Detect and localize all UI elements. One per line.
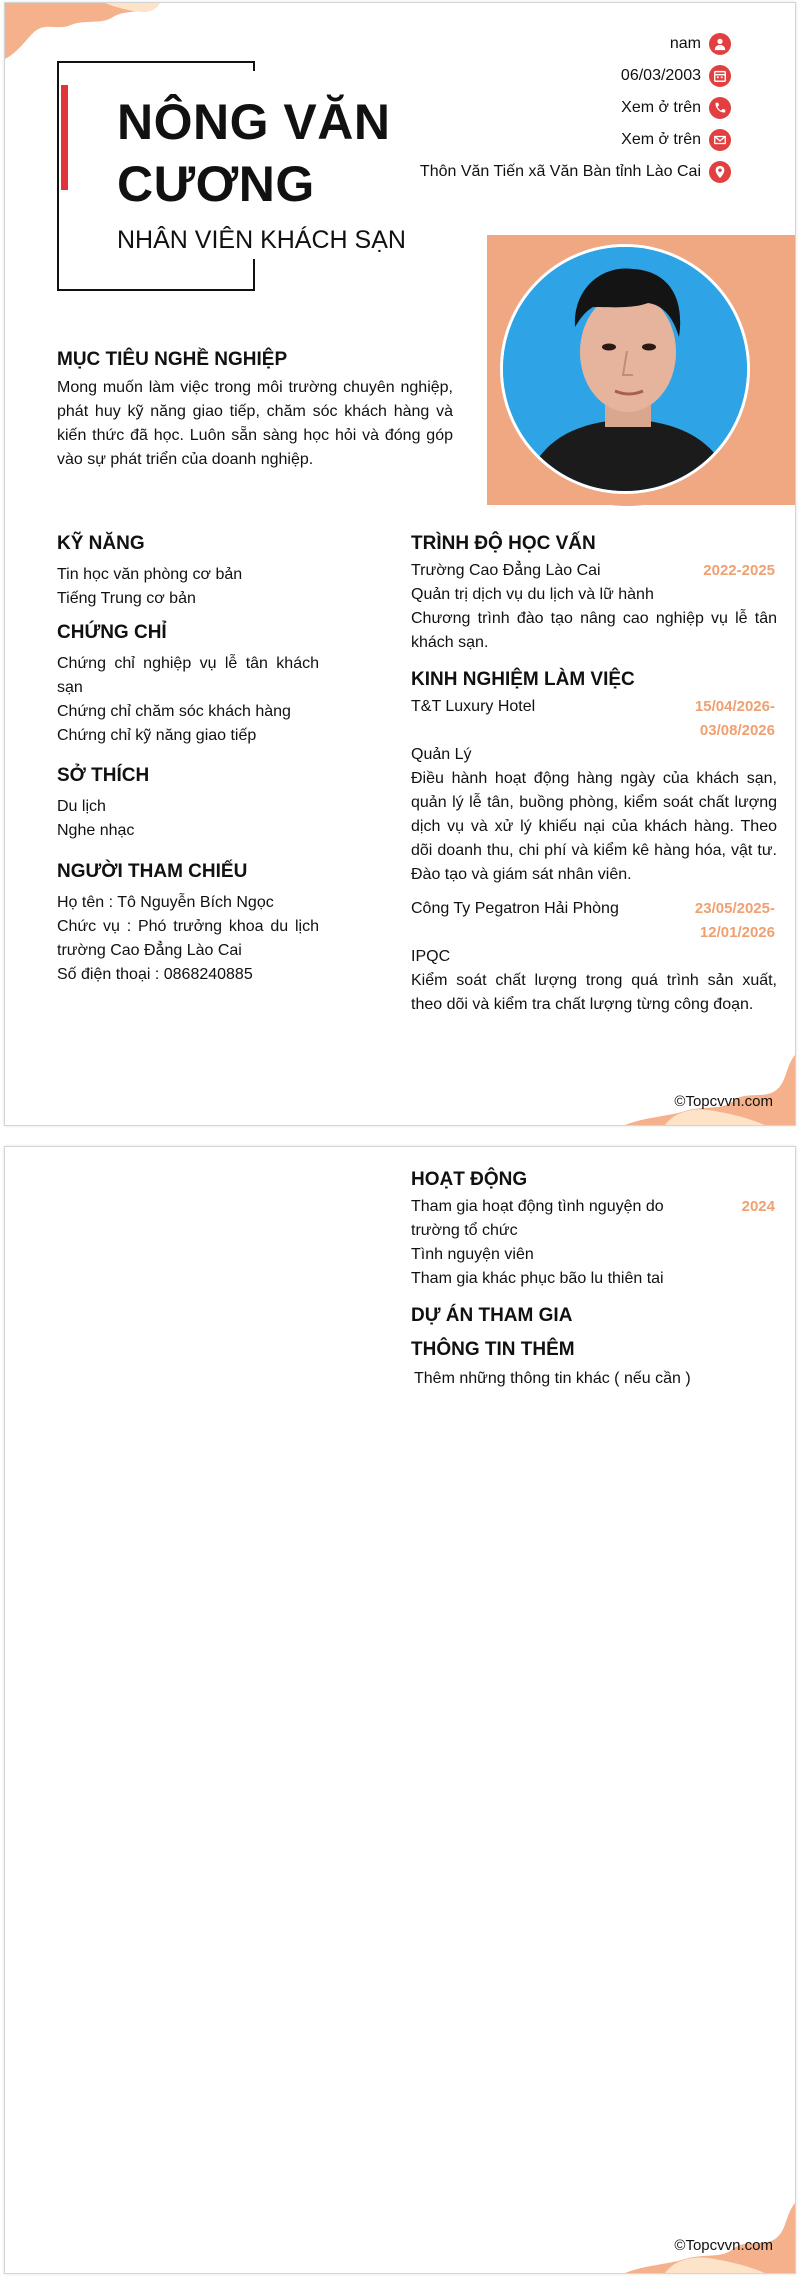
additional-title: THÔNG TIN THÊM bbox=[411, 1339, 575, 1360]
experience-title: KINH NGHIỆM LÀM VIỆC bbox=[411, 669, 635, 690]
education-description: Chương trình đào tạo nâng cao nghiệp vụ lễ tân khách sạn. bbox=[411, 610, 777, 651]
certificate-item: Chứng chỉ chăm sóc khách hàng bbox=[57, 703, 291, 720]
job-company: T&T Luxury Hotel bbox=[411, 698, 536, 715]
contact-address-text: Thôn Văn Tiến xã Văn Bàn tỉnh Lào Cai bbox=[419, 163, 701, 180]
header-frame-right-bottom bbox=[253, 259, 255, 289]
contact-phone-text: Xem ở trên bbox=[621, 99, 701, 116]
cv-page-2 bbox=[4, 1146, 796, 2274]
hobby-item: Nghe nhạc bbox=[57, 822, 135, 839]
footer-brand: ©Topcvvn.com bbox=[674, 1093, 773, 1110]
candidate-name: NÔNG VĂN CƯƠNG bbox=[117, 94, 391, 212]
reference-item: Họ tên : Tô Nguyễn Bích Ngọc bbox=[57, 894, 274, 911]
activities-year: 2024 bbox=[741, 1198, 775, 1215]
education-title: TRÌNH ĐỘ HỌC VẤN bbox=[411, 533, 596, 554]
contact-birthday-text: 06/03/2003 bbox=[620, 67, 701, 84]
activity-item: Tình nguyện viên bbox=[411, 1246, 534, 1263]
education-years: 2022-2025 bbox=[703, 562, 775, 579]
certificate-item: Chứng chỉ kỹ năng giao tiếp bbox=[57, 727, 257, 744]
projects-title: DỰ ÁN THAM GIA bbox=[411, 1305, 573, 1326]
job-company: Công Ty Pegatron Hải Phòng bbox=[411, 900, 619, 917]
job-role: IPQC bbox=[411, 948, 451, 965]
contact-gender-text: nam bbox=[669, 35, 701, 52]
phone-icon bbox=[709, 97, 731, 119]
location-icon bbox=[709, 161, 731, 183]
skill-item: Tiếng Trung cơ bản bbox=[57, 590, 196, 607]
contact-email-text: Xem ở trên bbox=[621, 131, 701, 148]
activities-title: HOẠT ĐỘNG bbox=[411, 1169, 528, 1190]
objective-title: MỤC TIÊU NGHỀ NGHIỆP bbox=[57, 349, 288, 370]
education-major: Quản trị dịch vụ du lịch và lữ hành bbox=[411, 586, 654, 603]
header-frame-left bbox=[57, 61, 59, 291]
contact-phone bbox=[621, 97, 731, 119]
education-school: Trường Cao Đẳng Lào Cai bbox=[411, 562, 601, 579]
job-description: Kiểm soát chất lượng trong quá trình sản xuất, theo dõi và kiểm tra chất lượng từng công đoạn. bbox=[411, 972, 777, 1013]
job-dates: 23/05/2025-12/01/2026 bbox=[694, 900, 775, 941]
additional-text: Thêm những thông tin khác ( nếu cần ) bbox=[414, 1370, 691, 1387]
user-icon bbox=[709, 33, 731, 55]
header-accent-bar bbox=[61, 85, 68, 190]
email-icon bbox=[709, 129, 731, 151]
contact-email bbox=[621, 129, 731, 151]
cv-page-1 bbox=[4, 2, 796, 1126]
reference-item: Chức vụ : Phó trưởng khoa du lịch trường Cao Đẳng Lào Cai bbox=[57, 918, 319, 959]
profile-photo bbox=[500, 244, 750, 494]
contact-birthday bbox=[621, 65, 731, 87]
job-title: NHÂN VIÊN KHÁCH SẠN bbox=[117, 226, 406, 254]
header-frame-bottom bbox=[57, 289, 255, 291]
contact-gender bbox=[670, 33, 731, 55]
hobbies-title: SỞ THÍCH bbox=[57, 765, 150, 786]
reference-item: Số điện thoại : 0868240885 bbox=[57, 966, 253, 983]
decorative-blob-top-left bbox=[5, 3, 165, 63]
header-frame-top bbox=[57, 61, 255, 63]
footer-brand: ©Topcvvn.com bbox=[674, 2237, 773, 2254]
activity-item: Tham gia hoạt động tình nguyện do trường tổ chức bbox=[411, 1198, 664, 1239]
activity-item: Tham gia khác phục bão lu thiên tai bbox=[411, 1270, 664, 1287]
job-role: Quản Lý bbox=[411, 746, 472, 763]
header-frame-right-top bbox=[253, 61, 255, 71]
skill-item: Tin học văn phòng cơ bản bbox=[57, 566, 243, 583]
references-title: NGƯỜI THAM CHIẾU bbox=[57, 861, 248, 882]
hobby-item: Du lịch bbox=[57, 798, 106, 815]
calendar-icon bbox=[709, 65, 731, 87]
certificate-item: Chứng chỉ nghiệp vụ lễ tân khách sạn bbox=[57, 655, 319, 696]
job-dates: 15/04/2026-03/08/2026 bbox=[694, 698, 775, 739]
job-description: Điều hành hoạt động hàng ngày của khách sạn, quản lý lễ tân, buồng phòng, kiểm soát chất lượng dịch vụ và xử lý khiếu nại của khách hàng. Theo dõi doanh thu, chi phí và kiểm kê hàng hóa, vật tư. Đào tạo và giám sát nhân viên. bbox=[411, 770, 777, 883]
skills-title: KỸ NĂNG bbox=[57, 533, 145, 554]
objective-text: Mong muốn làm việc trong môi trường chuyên nghiệp, phát huy kỹ năng giao tiếp, chăm sóc khách hàng và kiến thức đã học. Luôn sẵn sàng học hỏi và đóng góp vào sự phát triển của doanh nghiệp. bbox=[57, 379, 453, 468]
decorative-blob-bottom-right bbox=[625, 1055, 795, 1125]
certificates-title: CHỨNG CHỈ bbox=[57, 622, 167, 643]
contact-address bbox=[391, 161, 731, 183]
